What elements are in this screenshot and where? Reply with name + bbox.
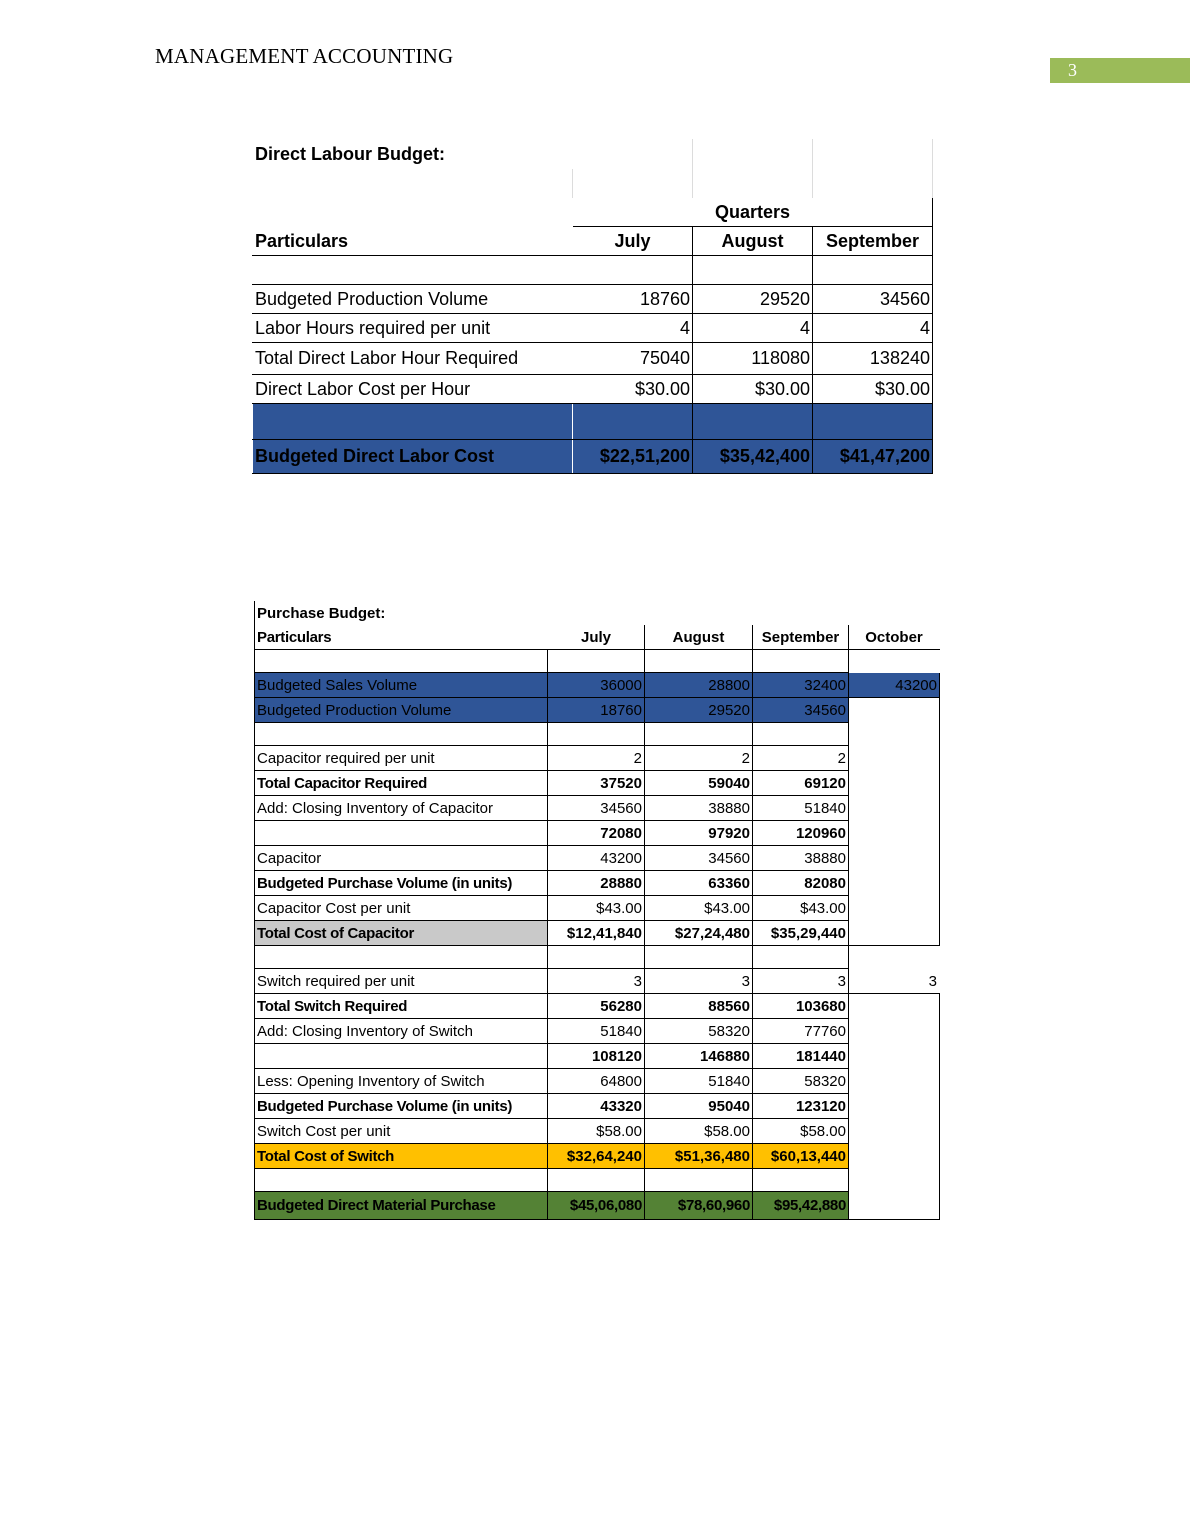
purchase-col-october: October — [849, 625, 940, 650]
col-july: July — [573, 227, 693, 256]
table-row: Switch Cost per unit $58.00 $58.00 $58.00 — [255, 1119, 940, 1144]
purchase-col-august: August — [645, 625, 753, 650]
table-row: Direct Labor Cost per Hour $30.00 $30.00 $30.00 — [253, 375, 933, 404]
table-row: Capacitor 43200 34560 38880 — [255, 846, 940, 871]
direct-labour-budget-table — [252, 139, 933, 474]
purchase-budget-table — [254, 601, 940, 1220]
table-row: Add: Closing Inventory of Capacitor 34560 38880 51840 — [255, 796, 940, 821]
table-row: Capacitor Cost per unit $43.00 $43.00 $43.00 — [255, 896, 940, 921]
labour-title: Direct Labour Budget: — [255, 143, 446, 164]
sales-volume-row: Budgeted Sales Volume 36000 28800 32400 43200 — [255, 673, 940, 698]
col-september: September — [813, 227, 933, 256]
labour-total-row: Budgeted Direct Labor Cost $22,51,200 $35,42,400 $41,47,200 — [253, 440, 933, 474]
switch-total-row: Total Cost of Switch $32,64,240 $51,36,480 $60,13,440 — [255, 1144, 940, 1169]
material-purchase-total-row: Budgeted Direct Material Purchase $45,06,080 $78,60,960 $95,42,880 — [255, 1192, 940, 1220]
table-row: Total Direct Labor Hour Required 75040 118080 138240 — [253, 343, 933, 375]
production-volume-row: Budgeted Production Volume 18760 29520 34560 — [255, 698, 940, 723]
table-row: Budgeted Production Volume 18760 29520 34560 — [253, 285, 933, 314]
col-particulars: Particulars — [253, 227, 573, 256]
table-row: Budgeted Purchase Volume (in units) 43320 95040 123120 — [255, 1094, 940, 1119]
switch-required-row: Switch required per unit 3 3 3 3 — [255, 969, 940, 994]
purchase-col-particulars: Particulars — [255, 625, 548, 650]
table-row: Total Capacitor Required 37520 59040 69120 — [255, 771, 940, 796]
page-number: 3 — [1050, 58, 1190, 83]
running-header: MANAGEMENT ACCOUNTING — [155, 44, 454, 68]
purchase-col-september: September — [753, 625, 849, 650]
capacitor-total-row: Total Cost of Capacitor $12,41,840 $27,24,480 $35,29,440 — [255, 921, 940, 946]
table-row: Less: Opening Inventory of Switch 64800 51840 58320 — [255, 1069, 940, 1094]
purchase-col-july: July — [548, 625, 645, 650]
table-row: Add: Closing Inventory of Switch 51840 58320 77760 — [255, 1019, 940, 1044]
col-august: August — [693, 227, 813, 256]
table-row: Budgeted Purchase Volume (in units) 28880 63360 82080 — [255, 871, 940, 896]
table-row: 72080 97920 120960 — [255, 821, 940, 846]
quarters-header: Quarters — [573, 198, 933, 227]
purchase-title: Purchase Budget: — [255, 602, 548, 625]
table-row: Capacitor required per unit 2 2 2 — [255, 746, 940, 771]
table-row: Total Switch Required 56280 88560 103680 — [255, 994, 940, 1019]
table-row: 108120 146880 181440 — [255, 1044, 940, 1069]
table-row: Labor Hours required per unit 4 4 4 — [253, 314, 933, 343]
